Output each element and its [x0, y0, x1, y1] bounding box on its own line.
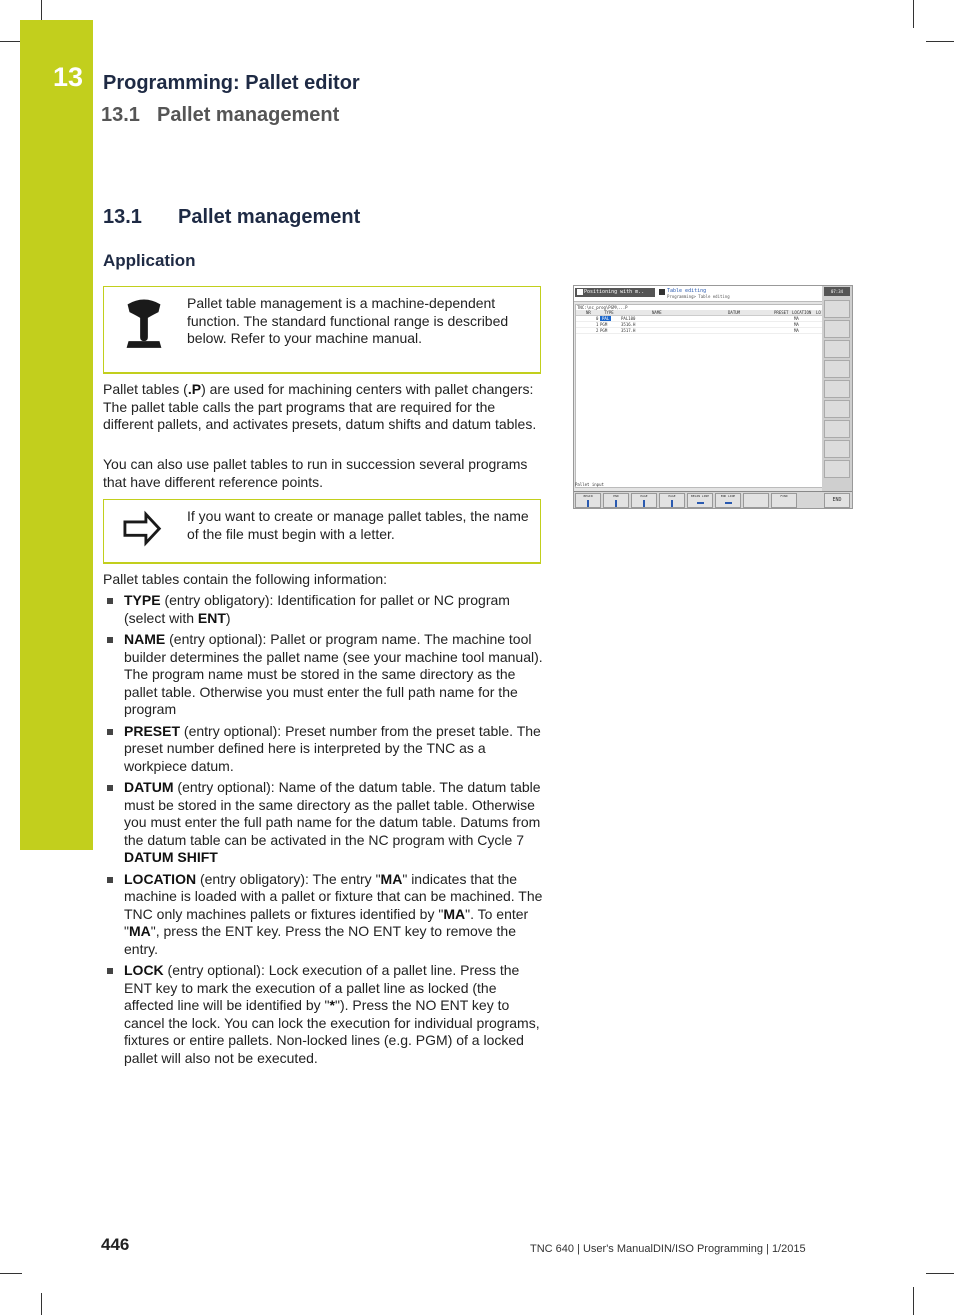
- cell: 3517.H: [621, 328, 636, 333]
- info-list: [103, 592, 543, 1071]
- vertical-softkey[interactable]: [824, 340, 850, 358]
- softkey-label: PAGE: [668, 494, 676, 498]
- cell: 2: [596, 328, 599, 333]
- code: MA: [443, 905, 466, 922]
- softkey-label: BEGIN: [583, 494, 593, 498]
- arrow-up-icon: [587, 500, 589, 507]
- vertical-softkey[interactable]: [824, 420, 850, 438]
- section-number: 13.1: [103, 206, 142, 228]
- machine-dependent-icon: [104, 287, 184, 372]
- arrow-down-icon: [671, 500, 673, 507]
- tip-note: [103, 499, 541, 564]
- cell: 3516.H: [621, 322, 636, 327]
- code: *: [329, 997, 335, 1013]
- list-item-type: [103, 592, 543, 627]
- running-header-section: [101, 104, 339, 127]
- vertical-softkey[interactable]: [824, 400, 850, 418]
- cell: PAL100: [621, 316, 636, 321]
- text: Pallet tables (: [103, 381, 188, 397]
- arrow-up-icon: [643, 500, 645, 507]
- clock: 07:34: [824, 287, 850, 296]
- softkey-begin-line[interactable]: [687, 493, 713, 508]
- table-row[interactable]: [576, 328, 822, 334]
- column-header: DATUM: [728, 310, 741, 315]
- arrow-down-icon: [615, 500, 617, 507]
- tnc-screenshot: [573, 285, 853, 509]
- page-number: 446: [101, 1235, 130, 1254]
- text: ", press the ENT key. Press the NO ENT key to remove the entry.: [124, 923, 516, 957]
- field-key: PRESET: [124, 722, 181, 739]
- softkey-begin[interactable]: [575, 493, 601, 508]
- text: (entry obligatory): Identification for pallet or NC program (select with: [124, 592, 510, 626]
- crop-mark: [0, 1273, 22, 1274]
- mode-icon: [659, 289, 665, 295]
- text: (entry optional): Preset number from the preset table. The preset number defined here is interpreted by the TNC as a workpiece datum.: [124, 722, 541, 774]
- softkey-end-table[interactable]: [824, 493, 850, 508]
- key-name: ENT: [197, 609, 226, 626]
- text: "). Press the NO ENT key to cancel the lock. You can lock the execution for individual programs, fixtures or entire pallets. Non-locked lines (e.g. PGM) of a locked pallet will also not be executed.: [124, 997, 540, 1066]
- chapter-sidebar: [20, 20, 93, 850]
- running-header-title: Programming: Pallet editor: [103, 72, 360, 94]
- softkey-label: FIND: [780, 494, 788, 498]
- cell: MA: [794, 316, 799, 321]
- crop-mark: [913, 1287, 914, 1315]
- vertical-softkey[interactable]: [824, 360, 850, 378]
- cell: MA: [794, 328, 799, 333]
- cell-selected: PAL: [602, 316, 610, 321]
- softkey-bar: [574, 491, 852, 509]
- code: MA: [380, 870, 403, 887]
- vertical-softkey[interactable]: [824, 380, 850, 398]
- arrow-right-icon: [725, 502, 732, 504]
- mode-positioning: [575, 288, 655, 297]
- column-header: LOCATION: [792, 310, 812, 315]
- machine-note: [103, 286, 541, 374]
- footer-text: TNC 640 | User's ManualDIN/ISO Programming | 1/2015: [530, 1243, 806, 1255]
- column-header: PRESET: [774, 310, 789, 315]
- softkey-page-down[interactable]: [659, 493, 685, 508]
- column-header: TYPE: [604, 310, 614, 315]
- crop-mark: [41, 1293, 42, 1315]
- text: ) are used for machining centers with pallet changers: The pallet table calls the part programs that are required for the different pallets, and activates presets, datum shifts and datum tables.: [103, 381, 537, 432]
- paragraph-succession: You can also use pallet tables to run in succession several programs that have different reference points.: [103, 456, 528, 490]
- field-key: DATUM: [124, 779, 174, 795]
- field-key: LOCK: [124, 962, 164, 978]
- subheading-application: Application: [103, 251, 196, 270]
- cell: PGM: [600, 328, 608, 333]
- softkey-blank[interactable]: [743, 493, 769, 508]
- field-key: NAME: [124, 631, 166, 647]
- text: ". To enter ": [124, 905, 529, 939]
- vertical-softkey[interactable]: [824, 460, 850, 478]
- text: (entry optional): Lock execution of a pallet line. Press the ENT key to mark the execution of a pallet line as locked (the affected line will be identified by ": [124, 962, 520, 1013]
- cell: 1: [596, 322, 599, 327]
- machine-note-text: Pallet table management is a machine-dependent function. The standard functional range is described below. Refer to your machine manual.: [187, 295, 509, 346]
- crop-mark: [41, 0, 42, 22]
- list-item-name: [103, 631, 543, 719]
- softkey-end[interactable]: [603, 493, 629, 508]
- code: MA: [128, 923, 151, 939]
- mode-label: Table editing: [667, 288, 707, 294]
- text: (entry optional): Name of the datum table. The datum table must be stored in the same directory as the pallet table. Otherwise you must enter the full path name for the datum table. Datums from the datum table can be activated in the NC program with Cycle 7: [124, 779, 541, 848]
- tip-note-text: If you want to create or manage pallet tables, the name of the file must begin with a letter.: [187, 508, 529, 542]
- softkey-page-up[interactable]: [631, 493, 657, 508]
- input-label: Pallet input: [575, 482, 604, 487]
- mode-label: Positioning with m..: [584, 289, 645, 295]
- softkey-label: PAGE: [640, 494, 648, 498]
- section-title: [103, 206, 360, 229]
- softkey-end-line[interactable]: [715, 493, 741, 508]
- field-key: TYPE: [124, 592, 161, 608]
- cycle-name: DATUM SHIFT: [124, 849, 218, 865]
- field-key: LOCATION: [124, 870, 197, 887]
- crop-mark: [913, 0, 914, 28]
- crop-mark: [926, 41, 954, 42]
- softkey-label: BEGIN LINE: [690, 494, 710, 498]
- running-header-section-title: Pallet management: [157, 104, 340, 126]
- chapter-number: 13: [53, 62, 84, 92]
- running-header-section-number: 13.1: [101, 104, 140, 126]
- crop-mark: [926, 1273, 954, 1274]
- softkey-label: END LINE: [720, 494, 736, 498]
- breadcrumb: Programming> Table editing: [667, 294, 730, 299]
- pallet-table: [575, 304, 823, 488]
- text: " indicates that the machine is loaded with a pallet or fixture that can be machined. The TNC only machines pallets or fixtures identified by ": [124, 870, 543, 922]
- list-item-preset: [103, 723, 543, 776]
- cell: 0: [596, 316, 599, 321]
- vertical-softkey[interactable]: [824, 300, 850, 318]
- file-path: TNC:\nc_prog\PGM\...P: [577, 305, 628, 310]
- column-header: NR: [586, 310, 591, 315]
- paragraph-contents: Pallet tables contain the following information:: [103, 571, 388, 587]
- vertical-softkey[interactable]: [824, 320, 850, 338]
- cell: PGM: [600, 322, 608, 327]
- column-header: NAME: [652, 310, 662, 315]
- section-title-text: Pallet management: [178, 206, 361, 228]
- mode-icon: [577, 289, 583, 295]
- list-item-location: [103, 871, 543, 959]
- arrow-right-icon: [104, 500, 184, 562]
- list-item-datum: [103, 779, 543, 867]
- arrow-left-icon: [697, 502, 704, 504]
- text: (entry optional): Pallet or program name. The machine tool builder determines the pallet name (see your machine tool manual). The program name must be stored in the same directory as the pallet table. Otherwise you must enter the full path name for the program: [124, 631, 543, 717]
- column-header: LO: [816, 310, 821, 315]
- paragraph-pallet-tables: [103, 381, 543, 434]
- screen-header: [574, 286, 822, 302]
- text: ): [225, 609, 231, 626]
- vertical-softkey[interactable]: [824, 440, 850, 458]
- input-line: [575, 482, 821, 487]
- text: (entry obligatory): The entry ": [196, 870, 381, 887]
- softkey-label: END: [832, 497, 842, 503]
- list-item-lock: [103, 962, 543, 1067]
- vertical-softkey-bar: [822, 286, 852, 491]
- softkey-label: END: [613, 494, 619, 498]
- softkey-find[interactable]: [771, 493, 797, 508]
- mode-table-editing: [658, 288, 808, 299]
- file-extension: .P: [187, 381, 202, 397]
- cell: MA: [794, 322, 799, 327]
- crop-mark: [0, 41, 22, 42]
